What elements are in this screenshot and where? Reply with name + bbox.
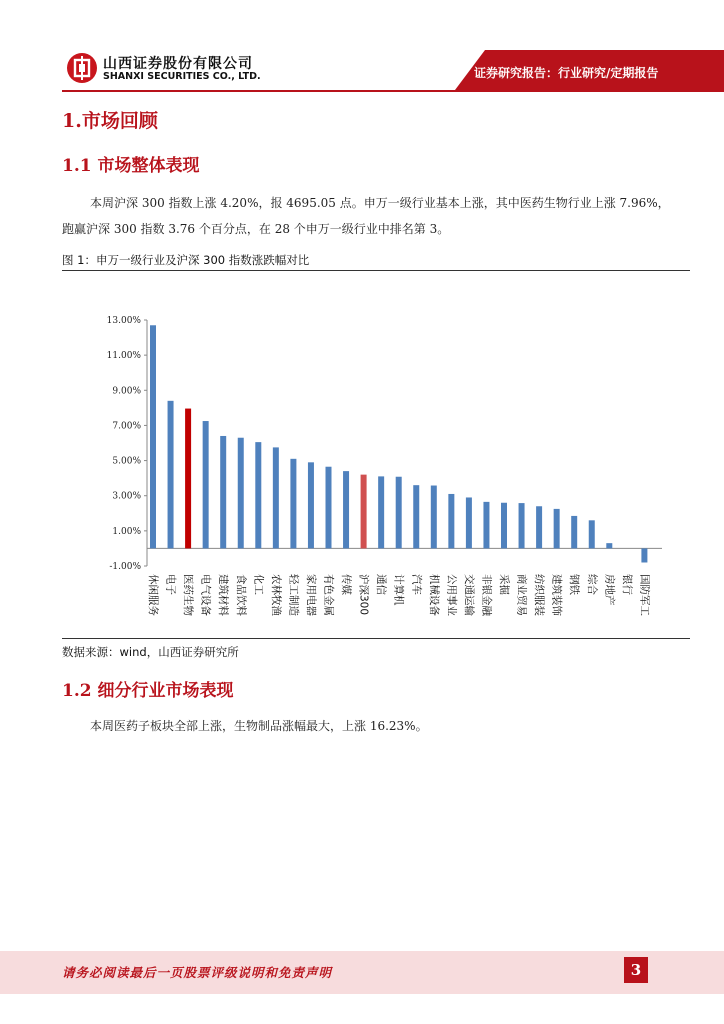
category-label: 公用事业 bbox=[445, 574, 458, 616]
footer-disclaimer: 请务必阅读最后一页股票评级说明和免责声明 bbox=[62, 965, 333, 980]
category-label: 轻工制造 bbox=[287, 574, 300, 616]
industry-return-bar-chart bbox=[62, 272, 690, 638]
paragraph-line-1: 本周沪深 300 指数上涨 4.20%，报 4695.05 点。申万一级行业基本上涨，其中医药生物行业上涨 7.96%， bbox=[90, 196, 670, 210]
page-number: 3 bbox=[624, 957, 648, 983]
y-tick-label: 3.00% bbox=[112, 491, 141, 502]
bar-7 bbox=[273, 447, 279, 548]
bar-20 bbox=[501, 503, 507, 549]
category-label: 建筑装饰 bbox=[550, 574, 563, 616]
category-label: 休闲服务 bbox=[147, 574, 159, 616]
category-label: 有色金属 bbox=[322, 574, 335, 616]
page-header bbox=[0, 0, 724, 100]
category-label: 食品饮料 bbox=[234, 574, 247, 616]
category-label: 电子 bbox=[164, 574, 177, 595]
paragraph-2: 本周医药子板块全部上涨，生物制品涨幅最大，上涨 16.23%。 bbox=[90, 719, 428, 733]
category-label: 家用电器 bbox=[304, 574, 317, 616]
category-label: 机械设备 bbox=[427, 574, 440, 616]
bar-10 bbox=[326, 467, 332, 549]
bar-2 bbox=[185, 409, 191, 549]
bar-1 bbox=[168, 401, 174, 549]
bar-23 bbox=[554, 509, 560, 549]
category-label: 交通运输 bbox=[462, 574, 475, 616]
category-label: 汽车 bbox=[410, 574, 423, 595]
data-source: 数据来源：wind，山西证券研究所 bbox=[62, 645, 239, 659]
category-label: 传媒 bbox=[340, 574, 353, 595]
paragraph-line-2: 跑赢沪深 300 指数 3.76 个百分点，在 28 个申万一级行业中排名第 3。 bbox=[62, 222, 450, 236]
bar-21 bbox=[519, 503, 525, 548]
category-label: 计算机 bbox=[392, 574, 405, 606]
category-label: 钢铁 bbox=[568, 574, 581, 595]
bar-9 bbox=[308, 462, 314, 548]
category-label: 银行 bbox=[620, 574, 633, 595]
category-label: 商业贸易 bbox=[515, 574, 528, 616]
bar-16 bbox=[431, 486, 437, 549]
category-label: 纺织服装 bbox=[533, 574, 546, 616]
category-label: 通信 bbox=[375, 574, 388, 595]
category-label: 沪深300 bbox=[357, 574, 370, 616]
bar-5 bbox=[238, 438, 244, 549]
figure-top-rule bbox=[62, 270, 690, 271]
category-label: 非银金融 bbox=[480, 574, 493, 616]
bar-3 bbox=[203, 421, 209, 548]
bar-12 bbox=[361, 475, 367, 549]
section-heading-1-2: 1.2 细分行业市场表现 bbox=[62, 681, 234, 701]
company-name-en: SHANXI SECURITIES CO., LTD. bbox=[103, 71, 261, 82]
company-name-cn: 山西证券股份有限公司 bbox=[103, 56, 253, 72]
section-heading-1: 1.市场回顾 bbox=[62, 110, 158, 132]
bar-4 bbox=[220, 436, 226, 548]
y-tick-label: 11.00% bbox=[106, 351, 141, 362]
y-tick-label: -1.00% bbox=[109, 562, 141, 572]
category-label: 建筑材料 bbox=[217, 574, 230, 616]
bar-11 bbox=[343, 471, 349, 548]
category-label: 电气设备 bbox=[199, 574, 212, 616]
bar-17 bbox=[448, 494, 454, 548]
company-logo-icon bbox=[66, 52, 98, 84]
y-tick-label: 13.00% bbox=[106, 316, 141, 326]
bar-25 bbox=[589, 520, 595, 548]
bar-26 bbox=[606, 543, 612, 548]
bar-6 bbox=[255, 442, 261, 548]
figure-bottom-rule bbox=[62, 638, 690, 639]
y-tick-label: 9.00% bbox=[112, 386, 141, 397]
y-tick-label: 1.00% bbox=[112, 526, 141, 537]
y-tick-label: 7.00% bbox=[112, 421, 141, 432]
bar-22 bbox=[536, 506, 542, 548]
bar-15 bbox=[413, 485, 419, 548]
category-label: 农林牧渔 bbox=[269, 574, 282, 616]
figure-caption: 图 1：申万一级行业及沪深 300 指数涨跌幅对比 bbox=[62, 253, 310, 267]
category-label: 采掘 bbox=[498, 574, 510, 595]
bar-14 bbox=[396, 477, 402, 549]
section-heading-1-1: 1.1 市场整体表现 bbox=[62, 156, 200, 176]
header-divider bbox=[62, 90, 724, 92]
bar-19 bbox=[483, 502, 489, 549]
category-label: 房地产 bbox=[603, 574, 616, 606]
category-label: 国防军工 bbox=[638, 574, 651, 616]
bar-8 bbox=[290, 459, 296, 549]
bar-13 bbox=[378, 476, 384, 548]
category-label: 化工 bbox=[252, 574, 265, 595]
category-label: 医药生物 bbox=[182, 574, 195, 616]
bar-24 bbox=[571, 516, 577, 549]
bar-28 bbox=[641, 548, 647, 562]
bar-0 bbox=[150, 325, 156, 548]
report-type: 证券研究报告：行业研究/定期报告 bbox=[474, 66, 659, 80]
bar-18 bbox=[466, 497, 472, 548]
y-tick-label: 5.00% bbox=[112, 456, 141, 467]
category-label: 综合 bbox=[585, 574, 598, 595]
